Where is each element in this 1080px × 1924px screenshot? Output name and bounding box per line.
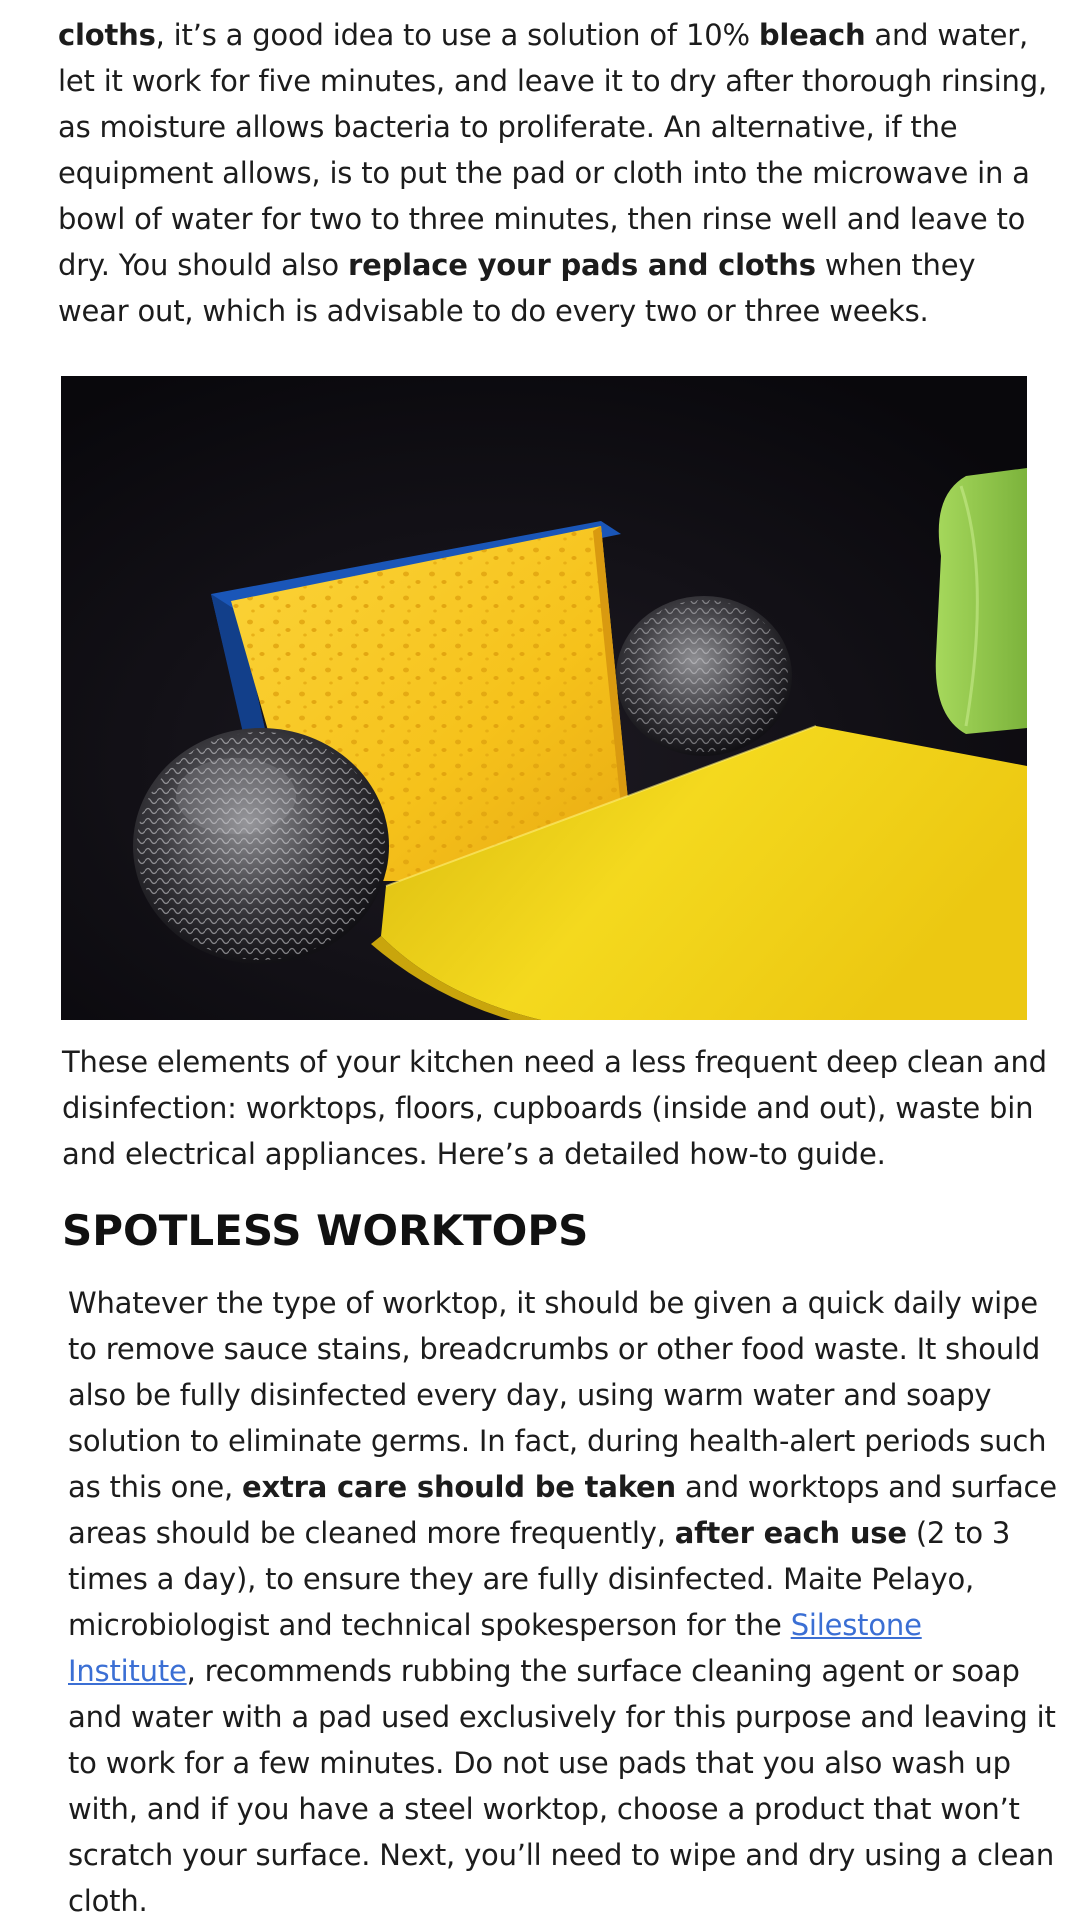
body-text: (2 to 3 times a day), to ensure they are fully disinfected. Maite Pelayo, microbiologist and technical spokesperson for the [68,1516,1011,1642]
green-roll [936,468,1027,734]
body-text: Whatever the type of worktop, it should be given a quick daily wipe to remove sauce stains, breadcrumbs or other food waste. It should also be fully disinfected every day, using warm water and soapy solution to eliminate germs. In fact, during health-alert periods such as this one, [68,1286,1047,1504]
silestone-institute-link[interactable]: Silestone Institute [68,1608,922,1688]
steel-wool-large [133,728,389,964]
body-paragraph [68,1280,1058,1924]
body-text: , recommends rubbing the surface cleaning agent or soap and water with a pad used exclusively for this purpose and leaving it to work for a few minutes. Do not use pads that you also wash up with, and if you have a steel worktop, choose a product that won’t scratch your surface. Next, you’ll need to wipe and dry using a clean cloth. [68,1654,1056,1918]
body-paragraph [58,12,1048,334]
bold-text: replace your pads and cloths [348,248,816,282]
bold-text: after each use [674,1516,907,1550]
bold-text: bleach [758,18,866,52]
section-heading: SPOTLESS WORKTOPS [62,1206,589,1255]
steel-wool-small [616,596,792,756]
body-text: and worktops and surface areas should be cleaned more frequently, [68,1470,1057,1550]
body-paragraph: These elements of your kitchen need a less frequent deep clean and disinfection: worktops, floors, cupboards (inside and out), waste bin and electrical appliances. Here’s a detailed how-to guide. [62,1045,1047,1171]
body-text: and water, let it work for five minutes, and leave it to dry after thorough rinsing, as moisture allows bacteria to proliferate. An alternative, if the equipment allows, is to put the pad or cloth into the microwave in a bowl of water for two to three minutes, then rinse well and leave to dry. You should also [58,18,1047,282]
article-photo [61,376,1027,1020]
bold-text: cloths [58,18,156,52]
body-text: when they wear out, which is advisable to do every two or three weeks. [58,248,976,328]
bold-text: extra care should be taken [242,1470,676,1504]
body-text: , it’s a good idea to use a solution of 10% [155,18,759,52]
